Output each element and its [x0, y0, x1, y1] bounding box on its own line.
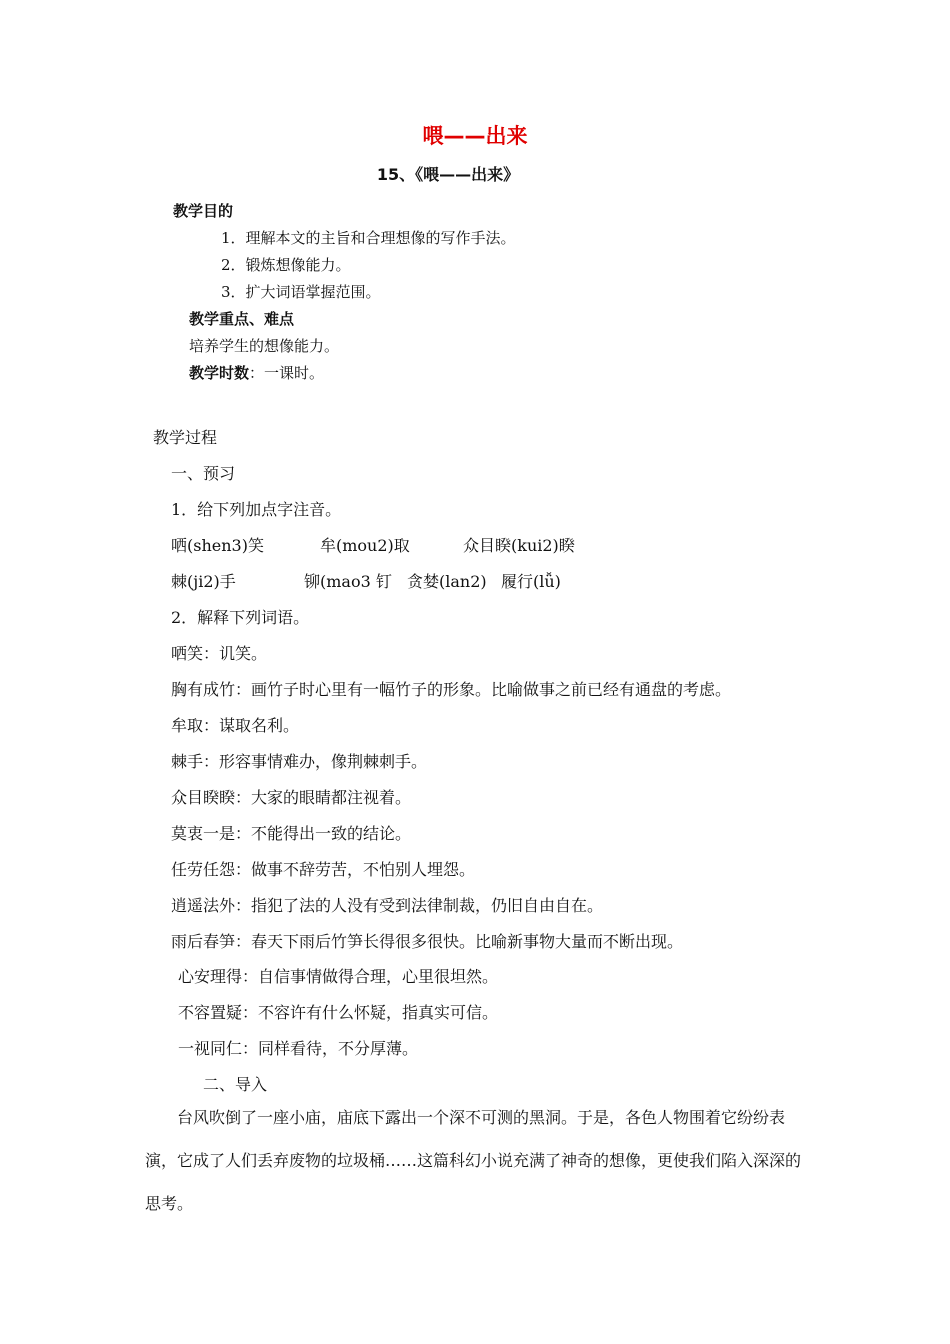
- definition-item: 雨后春笋：春天下雨后竹笋长得很多很快。比喻新事物大量而不断出现。: [171, 932, 684, 951]
- question-2: 2．解释下列词语。: [171, 608, 310, 627]
- definition-item: 莫衷一是：不能得出一致的结论。: [171, 824, 412, 843]
- pinyin-item: 哂(shen3)笑: [171, 536, 264, 555]
- objective-item: 2．锻炼想像能力。: [221, 256, 351, 274]
- intro-paragraph: 台风吹倒了一座小庙，庙底下露出一个深不可测的黑洞。于是，各色人物围着它纷纷表演，它成了人们丢弃废物的垃圾桶……这篇科幻小说充满了神奇的想像，更使我们陷入深深的思考。: [145, 1108, 802, 1213]
- hours-value: ：一课时。: [249, 364, 325, 382]
- pinyin-item: 铆(mao3 钉: [304, 572, 392, 591]
- process-heading: 教学过程: [153, 428, 218, 447]
- doc-subtitle: 15、《喂——出来》: [376, 165, 520, 184]
- definition-item: 众目睽睽：大家的眼睛都注视着。: [171, 788, 412, 807]
- hours-label: 教学时数: [189, 364, 250, 382]
- pinyin-item: 履行(lǚ): [501, 572, 561, 591]
- hours-line: [189, 362, 324, 383]
- definition-item: 不容置疑：不容许有什么怀疑，指真实可信。: [178, 1003, 499, 1022]
- definition-item: 哂笑：讥笑。: [171, 644, 268, 663]
- objective-item: 3．扩大词语掌握范围。: [221, 283, 381, 301]
- definition-item: 任劳任怨：做事不辞劳苦，不怕别人埋怨。: [171, 860, 476, 879]
- objectives-heading: 教学目的: [173, 202, 234, 220]
- section-intro: 二、导入: [203, 1075, 268, 1094]
- pinyin-item: 棘(ji2)手: [171, 572, 236, 591]
- definition-item: 牟取：谋取名利。: [171, 716, 300, 735]
- pinyin-item: 贪婪(lan2): [407, 572, 487, 591]
- pinyin-item: 众目睽(kui2)睽: [463, 536, 575, 555]
- question-1: 1．给下列加点字注音。: [171, 500, 342, 519]
- definition-item: 棘手：形容事情难办，像荆棘刺手。: [171, 752, 428, 771]
- definition-item: 心安理得：自信事情做得合理，心里很坦然。: [178, 967, 499, 986]
- pinyin-item: 牟(mou2)取: [320, 536, 410, 555]
- objective-item: 1．理解本文的主旨和合理想像的写作手法。: [221, 229, 516, 247]
- definition-item: 逍遥法外：指犯了法的人没有受到法律制裁，仍旧自由自在。: [171, 896, 604, 915]
- focus-heading: 教学重点、难点: [189, 310, 295, 328]
- doc-title: 喂——出来: [422, 124, 528, 148]
- focus-text: 培养学生的想像能力。: [189, 337, 340, 355]
- definition-item: 胸有成竹：画竹子时心里有一幅竹子的形象。比喻做事之前已经有通盘的考虑。: [171, 680, 732, 699]
- section-preview: 一、预习: [171, 464, 236, 483]
- definition-item: 一视同仁：同样看待，不分厚薄。: [178, 1039, 419, 1058]
